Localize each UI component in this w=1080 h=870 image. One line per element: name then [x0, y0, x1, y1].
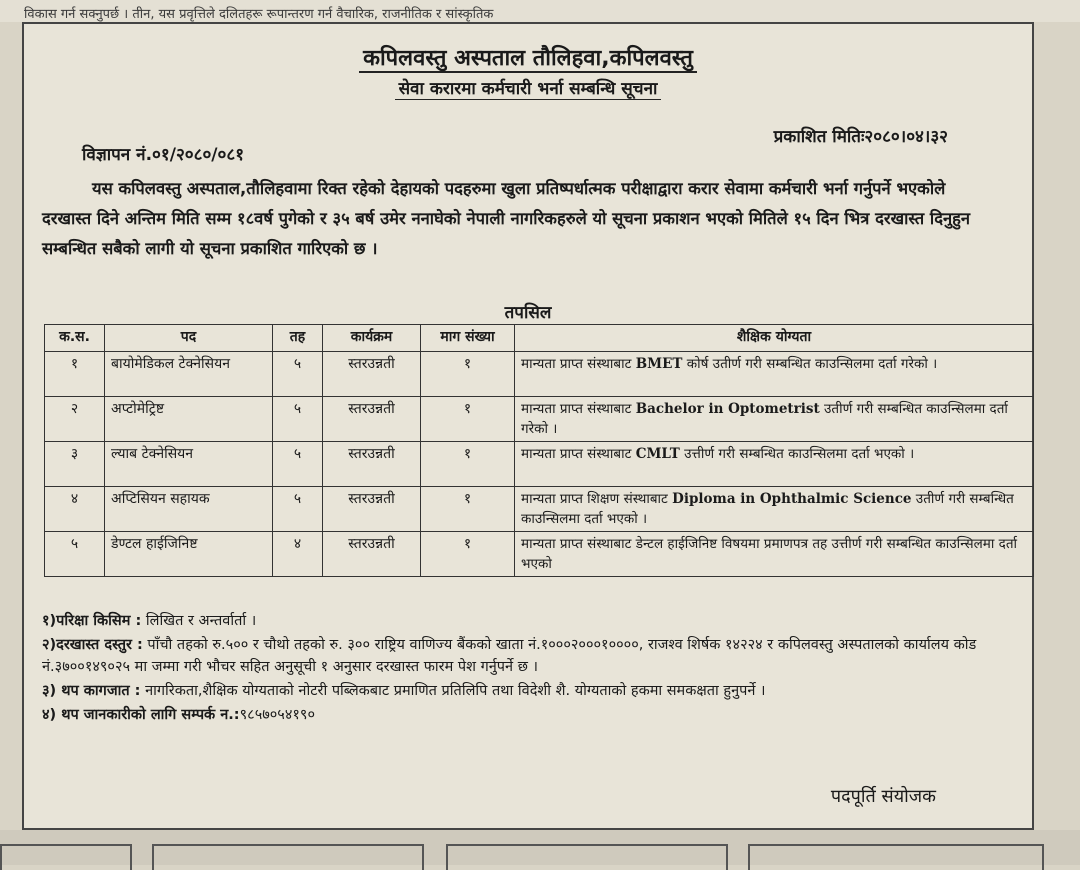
- cell-post: बायोमेडिकल टेक्नेसियन: [105, 352, 273, 397]
- cell-sn: ३: [45, 442, 105, 487]
- signer: पदपूर्ति संयोजक: [830, 786, 936, 807]
- cell-sn: १: [45, 352, 105, 397]
- published-date: प्रकाशित मितिः२०८०।०४।३२: [773, 127, 948, 147]
- notes-section: [42, 610, 992, 728]
- cell-qualification: मान्यता प्राप्त संस्थाबाट डेन्टल हाईजिनिष्ट विषयमा प्रमाणपत्र तह उत्तीर्ण गरी सम्बन्धित काउन्सिलमा दर्ता भएको: [515, 532, 1034, 577]
- cell-program: स्तरउन्नती: [323, 397, 421, 442]
- table-row: [45, 397, 1034, 442]
- cell-post: अप्टोमेट्रिष्ट: [105, 397, 273, 442]
- col-sn: क.स.: [45, 325, 105, 352]
- cell-qualification: मान्यता प्राप्त शिक्षण संस्थाबाट Diploma in Ophthalmic Science उतीर्ण गरी सम्बन्धित काउन्सिलमा दर्ता भएको ।: [515, 487, 1034, 532]
- col-demand: माग संख्या: [421, 325, 515, 352]
- col-qualification: शैक्षिक योग्यता: [515, 325, 1034, 352]
- bottom-box: [748, 844, 1044, 870]
- cell-level: ५: [273, 397, 323, 442]
- note-documents: ३) थप कागजात : नागरिकता,शैक्षिक योग्यताको नोटरी पब्लिकबाट प्रमाणित प्रतिलिपि तथा विदेशी शै. योग्यताको हकमा समकक्षता हुनुपर्ने ।: [42, 683, 766, 699]
- table-row: [45, 487, 1034, 532]
- newspaper-top-strip: विकास गर्न सक्नुपर्छ । तीन, यस प्रवृत्तिले दलितहरू रूपान्तरण गर्न वैचारिक, राजनीतिक र सांस्कृतिक: [0, 0, 1080, 22]
- cell-sn: ४: [45, 487, 105, 532]
- notice-title: कपिलवस्तु अस्पताल तौलिहवा,कपिलवस्तु: [24, 42, 1032, 72]
- bottom-box: [152, 844, 424, 870]
- cell-demand: १: [421, 532, 515, 577]
- newspaper-bottom-strip: [0, 830, 1080, 865]
- cell-level: ५: [273, 487, 323, 532]
- table-row: [45, 442, 1034, 487]
- cell-program: स्तरउन्नती: [323, 352, 421, 397]
- notice-box: [22, 22, 1034, 830]
- col-level: तह: [273, 325, 323, 352]
- bottom-box: [446, 844, 728, 870]
- cell-program: स्तरउन्नती: [323, 487, 421, 532]
- table-caption: तपसिल: [504, 303, 552, 323]
- ad-number: विज्ञापन नं.०१/२०८०/०८१: [82, 145, 245, 165]
- cell-demand: १: [421, 442, 515, 487]
- cell-sn: २: [45, 397, 105, 442]
- vacancy-table: [44, 324, 1034, 577]
- cell-level: ५: [273, 442, 323, 487]
- cell-level: ४: [273, 532, 323, 577]
- col-program: कार्यक्रम: [323, 325, 421, 352]
- cell-demand: १: [421, 397, 515, 442]
- bottom-box: [0, 844, 132, 870]
- cell-program: स्तरउन्नती: [323, 532, 421, 577]
- cell-program: स्तरउन्नती: [323, 442, 421, 487]
- cell-demand: १: [421, 352, 515, 397]
- cell-level: ५: [273, 352, 323, 397]
- note-contact: ४) थप जानकारीको लागि सम्पर्क न.:९८५७०५४१९०: [42, 707, 316, 723]
- cell-qualification: मान्यता प्राप्त संस्थाबाट BMET कोर्ष उतीर्ण गरी सम्बन्धित काउन्सिलमा दर्ता गरेको ।: [515, 352, 1034, 397]
- cell-qualification: मान्यता प्राप्त संस्थाबाट Bachelor in Optometrist उतीर्ण गरी सम्बन्धित काउन्सिलमा दर्ता गरेको ।: [515, 397, 1034, 442]
- table-row: [45, 532, 1034, 577]
- table-header-row: [45, 325, 1034, 352]
- cell-sn: ५: [45, 532, 105, 577]
- notice-subtitle: सेवा करारमा कर्मचारी भर्ना सम्बन्धि सूचना: [24, 76, 1032, 99]
- note-exam-type: १)परिक्षा किसिम : लिखित र अन्तर्वार्ता ।: [42, 613, 257, 629]
- table-row: [45, 352, 1034, 397]
- cell-post: डेण्टल हाईजिनिष्ट: [105, 532, 273, 577]
- cell-demand: १: [421, 487, 515, 532]
- cell-post: ल्याब टेक्नेसियन: [105, 442, 273, 487]
- col-post: पद: [105, 325, 273, 352]
- intro-paragraph: यस कपिलवस्तु अस्पताल,तौलिहवामा रिक्त रहेको देहायको पदहरुमा खुला प्रतिष्पर्धात्मक परीक्षाद्वारा करार सेवामा कर्मचारी भर्ना गर्नुपर्ने भएकोले दरखास्त दिने अन्तिम मिति सम्म १८वर्ष पुगेको र ३५ बर्ष उमेर ननाघेको नेपाली नागरिकहरुले यो सूचना प्रकाशन भएको मितिले १५ दिन भित्र दरखास्त दिनुहुन सम्बन्धित सबैको लागी यो सूचना प्रकाशित गारिएको छ ।: [42, 179, 971, 258]
- cell-post: अप्टिसियन सहायक: [105, 487, 273, 532]
- cell-qualification: मान्यता प्राप्त संस्थाबाट CMLT उत्तीर्ण गरी सम्बन्धित काउन्सिलमा दर्ता भएको ।: [515, 442, 1034, 487]
- note-application-fee: २)दरखास्त दस्तुर : पाँचौ तहको रु.५०० र चौथो तहको रु. ३०० राष्ट्रिय वाणिज्य बैंकको खाता नं.१०००२०००१००००, राजश्व शिर्षक १४२२४ र कपिलवस्तु अस्पतालको कार्यालय कोड नं.३७००१४९०२५ मा जम्मा गरी भौचर सहित अनुसूची १ अनुसार दरखास्त फारम पेश गर्नुपर्ने छ ।: [42, 637, 977, 675]
